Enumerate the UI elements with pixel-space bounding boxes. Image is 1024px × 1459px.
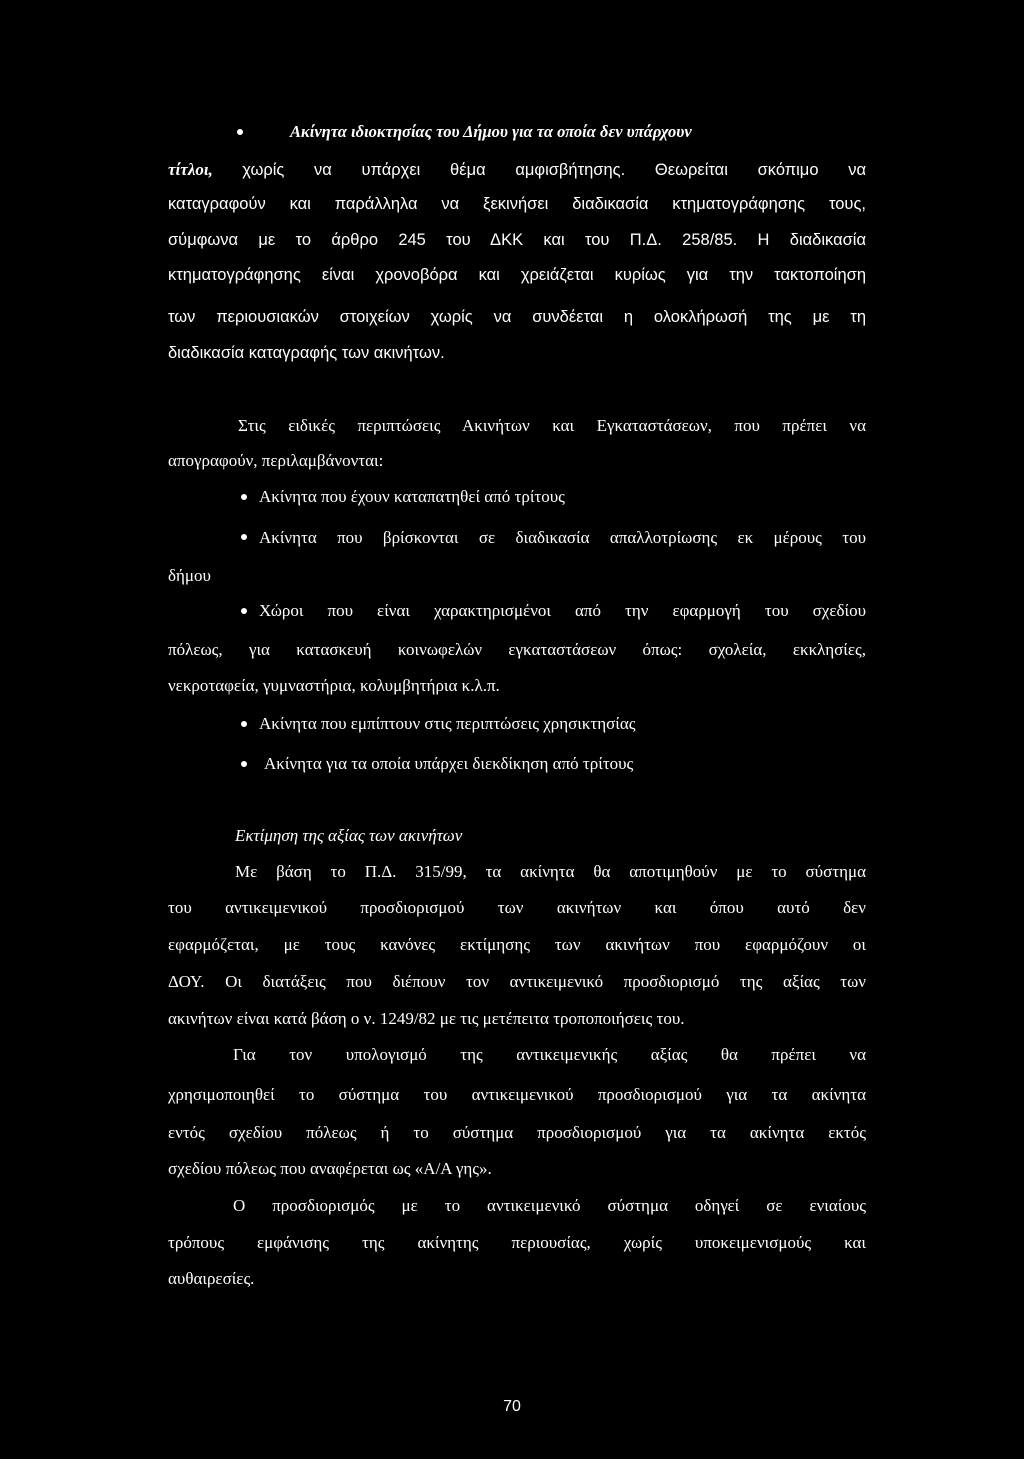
section2-item-3-line-2: πόλεως, για κατασκευή κοινωφελών εγκαταστάσεων όπως: σχολεία, εκκλησίες, <box>168 640 866 659</box>
section2-item-2-line-1: Ακίνητα που βρίσκονται σε διαδικασία απαλλοτρίωσης εκ μέρους του <box>259 528 866 547</box>
bullet-icon <box>237 129 243 135</box>
section3-p3-line-3: αυθαιρεσίες. <box>168 1269 255 1288</box>
section2-item-2-line-2: δήμου <box>168 566 211 585</box>
section2-item-3-line-3: νεκροταφεία, γυμναστήρια, κολυμβητήρια κ.λ.π. <box>168 676 500 695</box>
section1-line-7: διαδικασία καταγραφής των ακινήτων. <box>168 344 445 362</box>
section2-item-5: Ακίνητα για τα οποία υπάρχει διεκδίκηση από τρίτους <box>264 754 634 773</box>
section1-line-5: κτηματογράφησης είναι χρονοβόρα και χρειάζεται κυρίως για την τακτοποίηση <box>168 266 866 284</box>
section3-p2-line-1: Για τον υπολογισμό της αντικειμενικής αξίας θα πρέπει να <box>233 1045 866 1064</box>
section2-item-4: Ακίνητα που εμπίπτουν στις περιπτώσεις χρησικτησίας <box>259 714 636 733</box>
section2-item-1: Ακίνητα που έχουν καταπατηθεί από τρίτους <box>259 487 565 506</box>
section3-p1-line-2: του αντικειμενικού προσδιορισμού των ακινήτων και όπου αυτό δεν <box>168 898 866 917</box>
section2-intro-line-2: απογραφούν, περιλαμβάνονται: <box>168 451 384 470</box>
bullet-icon <box>241 721 247 727</box>
section3-p3-line-2: τρόπους εμφάνισης της ακίνητης περιουσίας, χωρίς υποκειμενισμούς και <box>168 1233 866 1252</box>
section1-bullet-title: Ακίνητα ιδιοκτησίας του Δήμου για τα οποία δεν υπάρχουν <box>290 122 692 141</box>
bullet-icon <box>241 494 247 500</box>
section1-line2-bold: τίτλοι, <box>168 160 213 179</box>
section1-line-2 <box>168 159 866 181</box>
bullet-icon <box>241 761 247 767</box>
section1-line-6: των περιουσιακών στοιχείων χωρίς να συνδέεται η ολοκλήρωσή της με τη <box>168 308 866 326</box>
bullet-icon <box>241 608 247 614</box>
section3-p2-line-2: χρησιμοποιηθεί το σύστημα του αντικειμενικού προσδιορισμού για τα ακίνητα <box>168 1085 866 1104</box>
section3-p2-line-3: εντός σχεδίου πόλεως ή το σύστημα προσδιορισμού για τα ακίνητα εκτός <box>168 1123 866 1142</box>
section1-line2-rest: χωρίς να υπάρχει θέμα αμφισβήτησης. Θεωρείται σκόπιμο να <box>242 161 866 179</box>
section2-intro-line-1: Στις ειδικές περιπτώσεις Ακινήτων και Εγκαταστάσεων, που πρέπει να <box>238 416 866 435</box>
bullet-icon <box>241 534 247 540</box>
section3-p1-line-1: Με βάση το Π.Δ. 315/99, τα ακίνητα θα αποτιμηθούν με το σύστημα <box>235 862 866 881</box>
section1-line-3: καταγραφούν και παράλληλα να ξεκινήσει διαδικασία κτηματογράφησης τους, <box>168 195 866 213</box>
section3-p3-line-1: Ο προσδιορισμός με το αντικειμενικό σύστημα οδηγεί σε ενιαίους <box>233 1196 866 1215</box>
section3-p1-line-3: εφαρμόζεται, με τους κανόνες εκτίμησης των ακινήτων που εφαρμόζουν οι <box>168 935 866 954</box>
section3-p1-line-4: ΔΟΥ. Οι διατάξεις που διέπουν τον αντικειμενικό προσδιορισμό της αξίας των <box>168 972 866 991</box>
section1-line-4: σύμφωνα με το άρθρο 245 του ΔΚΚ και του Π.Δ. 258/85. Η διαδικασία <box>168 231 866 249</box>
section3-p1-line-5: ακινήτων είναι κατά βάση ο ν. 1249/82 με τις μετέπειτα τροποποιήσεις του. <box>168 1009 685 1028</box>
page-number: 70 <box>503 1398 521 1415</box>
section2-item-3-line-1: Χώροι που είναι χαρακτηρισμένοι από την εφαρμογή του σχεδίου <box>259 601 866 620</box>
section3-heading: Εκτίμηση της αξίας των ακινήτων <box>235 826 463 845</box>
section3-p2-line-4: σχεδίου πόλεως που αναφέρεται ως «Α/Α γης». <box>168 1159 492 1178</box>
